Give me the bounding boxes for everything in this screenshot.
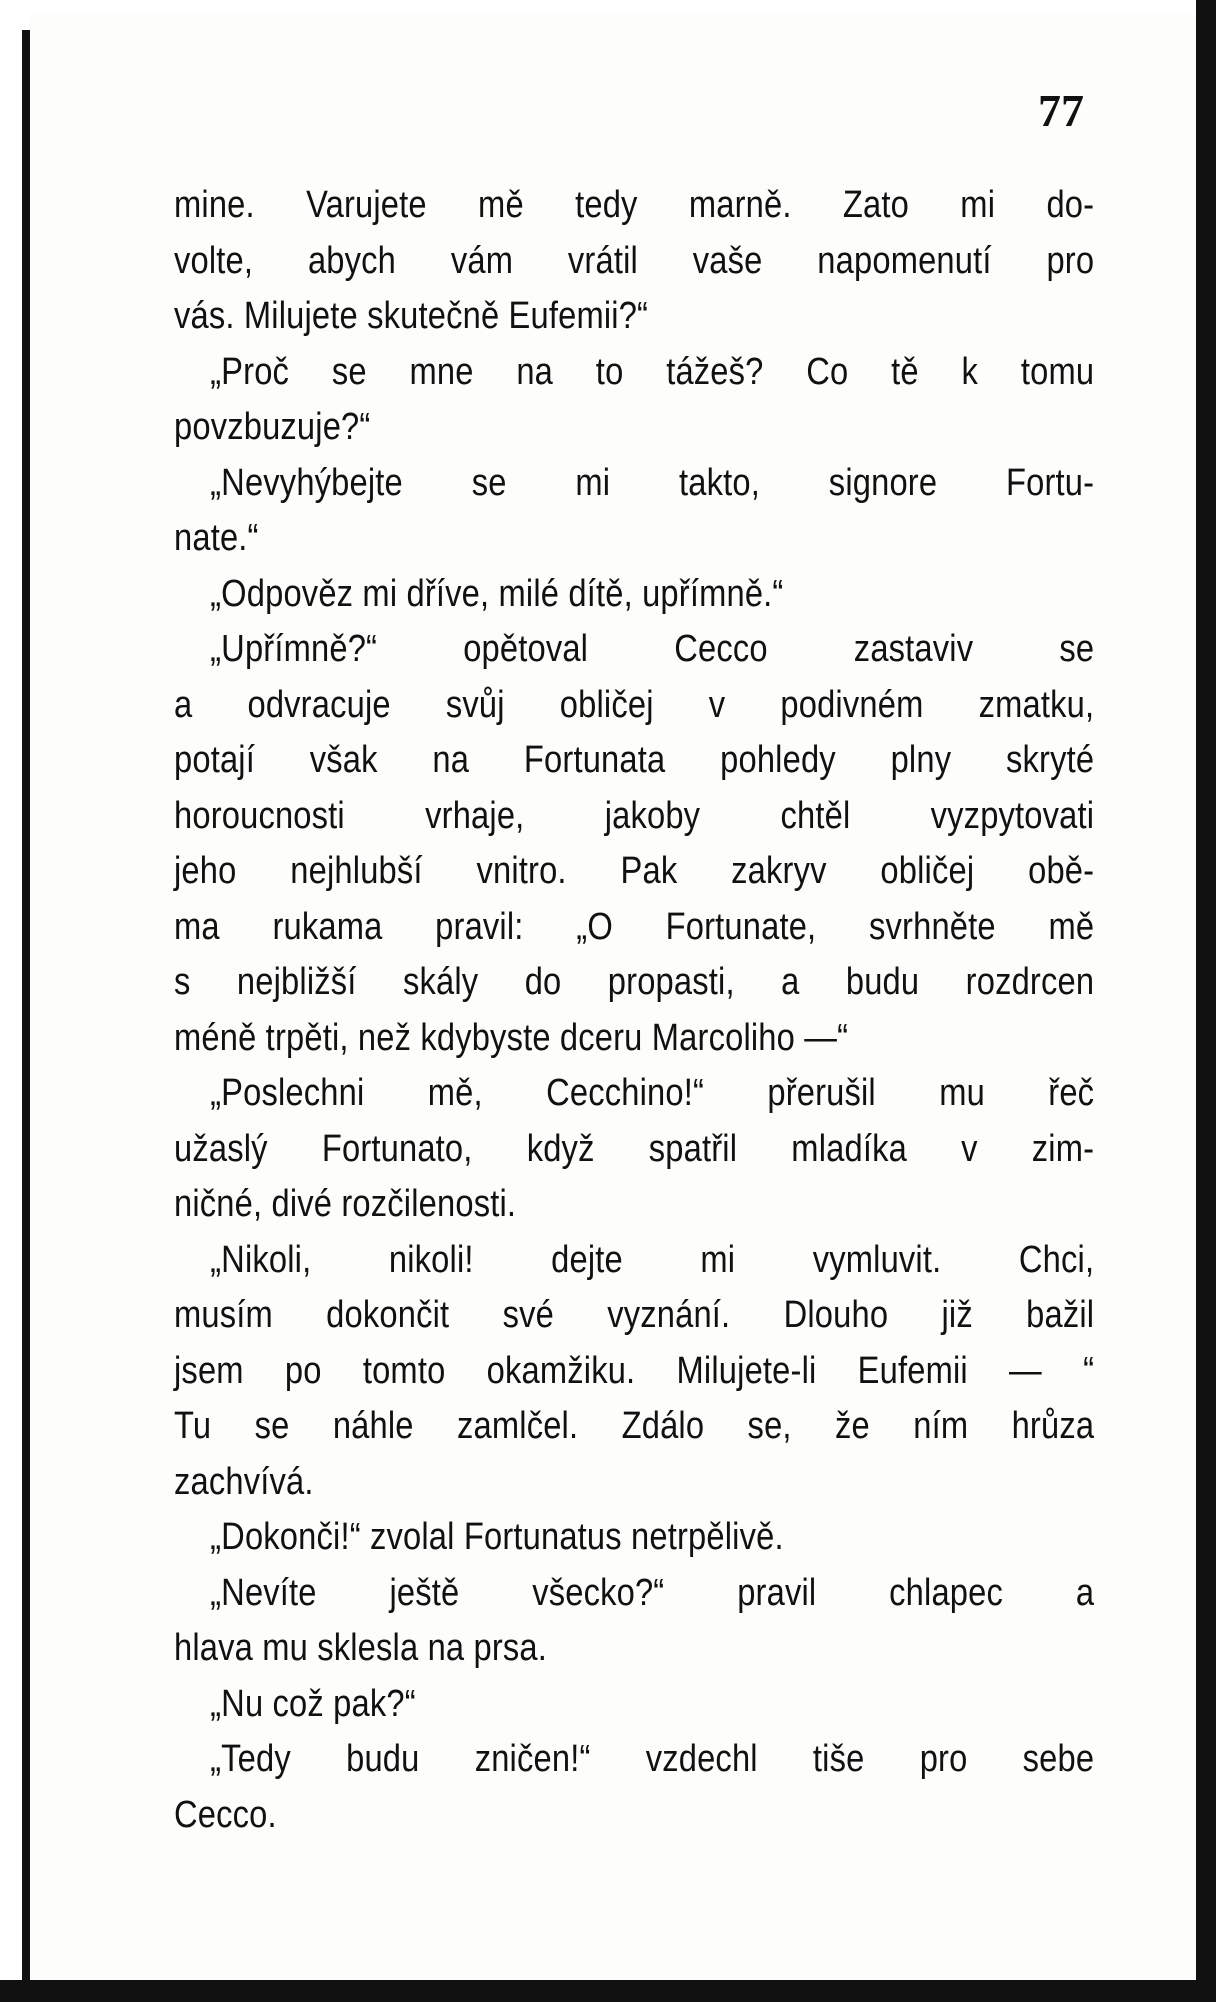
scan-right-edge bbox=[1196, 0, 1216, 2002]
body-text bbox=[174, 178, 1094, 1843]
text-line: horoucnosti vrhaje, jakoby chtěl vyzpytovati bbox=[174, 794, 1095, 837]
text-line: užaslý Fortunato, když spatřil mladíka v zim- bbox=[174, 1127, 1095, 1170]
text-line: povzbuzuje?“ bbox=[174, 406, 371, 448]
text-line: „Proč se mne na to tážeš? Co tě k tomu bbox=[210, 350, 1095, 393]
text-line: „Tedy budu zničen!“ vzdechl tiše pro sebe bbox=[210, 1738, 1095, 1780]
text-line: „Upřímně?“ opětoval Cecco zastaviv se bbox=[210, 628, 1095, 670]
text-line: „Nevyhýbejte se mi takto, signore Fortu- bbox=[210, 461, 1095, 504]
page-number: 77 bbox=[1038, 85, 1084, 136]
text-line: méně trpěti, než kdybyste dceru Marcoliho —“ bbox=[174, 1016, 849, 1059]
text-line: jsem po tomto okamžiku. Milujete-li Eufemii — “ bbox=[174, 1349, 1095, 1392]
text-line: jeho nejhlubší vnitro. Pak zakryv obličej obě- bbox=[174, 850, 1095, 892]
text-line: „Nevíte ještě všecko?“ pravil chlapec a bbox=[210, 1571, 1095, 1614]
book-page bbox=[30, 14, 1196, 1980]
text-line: „Dokonči!“ zvolal Fortunatus netrpělivě. bbox=[210, 1516, 784, 1558]
text-line: vás. Milujete skutečně Eufemii?“ bbox=[174, 295, 649, 337]
text-line: potají však na Fortunata pohledy plny skryté bbox=[174, 739, 1095, 781]
text-line: zachvívá. bbox=[174, 1460, 314, 1503]
text-line: nate.“ bbox=[174, 517, 259, 559]
text-line: Cecco. bbox=[174, 1793, 277, 1836]
scan-bottom-edge bbox=[0, 1980, 1216, 2002]
text-line: a odvracuje svůj obličej v podivném zmatku, bbox=[174, 683, 1095, 726]
text-line: „Nikoli, nikoli! dejte mi vymluvit. Chci, bbox=[210, 1238, 1095, 1281]
text-line: ničné, divé rozčilenosti. bbox=[174, 1183, 517, 1225]
text-line: ma rukama pravil: „O Fortunate, svrhněte mě bbox=[174, 905, 1095, 948]
text-line: „Odpověz mi dříve, milé dítě, upřímně.“ bbox=[210, 572, 784, 615]
text-line: „Poslechni mě, Cecchino!“ přerušil mu řeč bbox=[210, 1072, 1095, 1114]
text-line: mine. Varujete mě tedy marně. Zato mi do- bbox=[174, 184, 1095, 226]
text-line: Tu se náhle zamlčel. Zdálo se, že ním hrůza bbox=[174, 1405, 1095, 1447]
text-line: „Nu což pak?“ bbox=[210, 1682, 416, 1725]
text-line: hlava mu sklesla na prsa. bbox=[174, 1627, 548, 1669]
text-line: volte, abych vám vrátil vaše napomenutí pro bbox=[174, 239, 1095, 282]
text-line: musím dokončit své vyznání. Dlouho již bažil bbox=[174, 1294, 1095, 1336]
text-line: s nejbližší skály do propasti, a budu rozdrcen bbox=[174, 961, 1095, 1003]
scan-left-edge bbox=[22, 30, 30, 2002]
